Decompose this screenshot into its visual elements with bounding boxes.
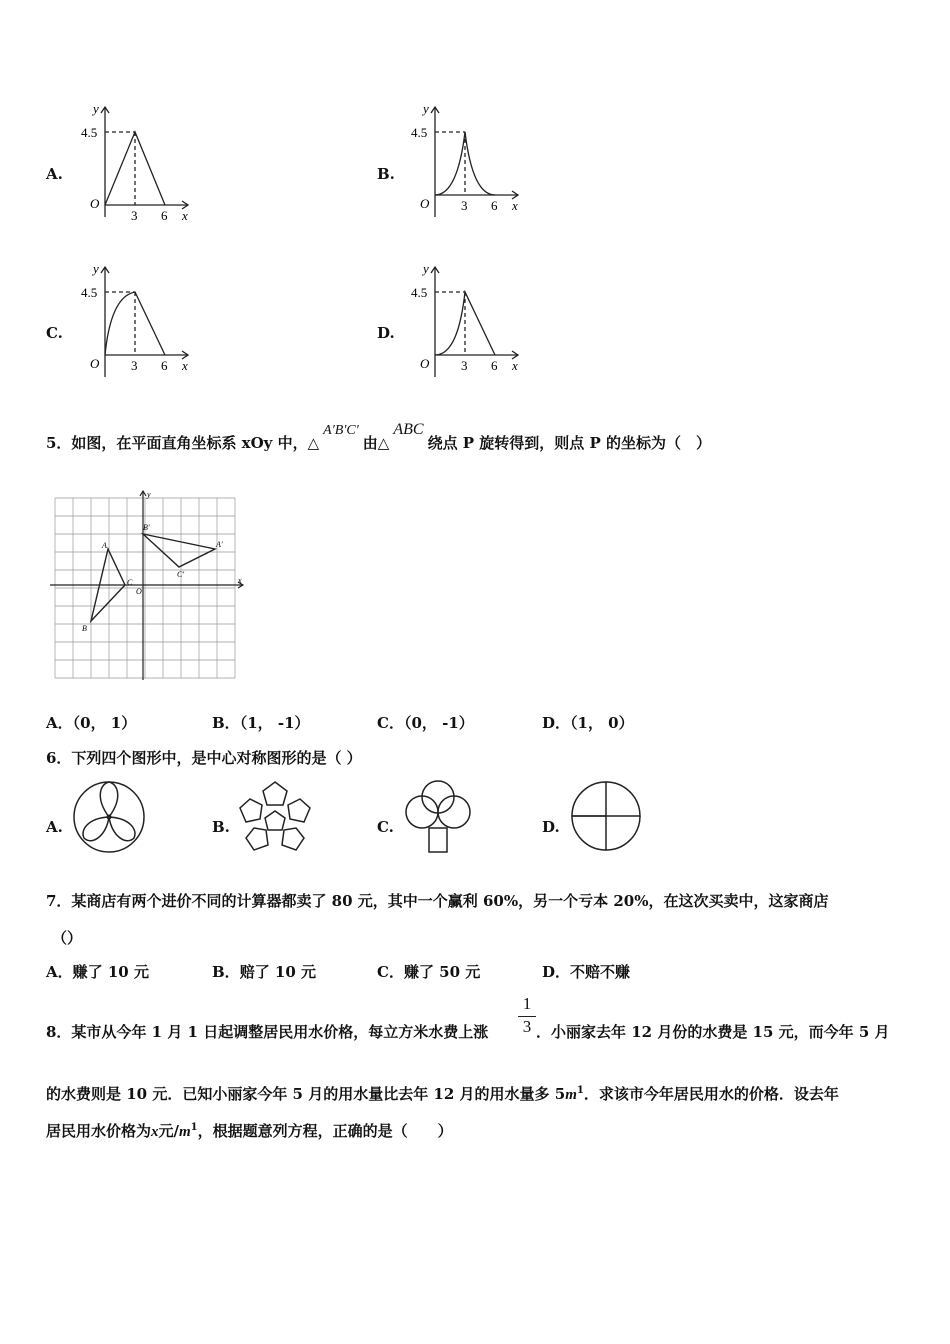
- q7-option-b-label: B．: [212, 963, 240, 981]
- q5-option-c-text: （0， -1）: [403, 714, 474, 732]
- q4-option-d-label[interactable]: D.: [377, 324, 395, 342]
- q4b-y-label: y: [423, 101, 429, 116]
- q5-option-d-text: （1， 0）: [570, 714, 634, 732]
- q7-option-b[interactable]: [212, 961, 316, 982]
- q5-option-c[interactable]: [377, 712, 474, 733]
- q4-option-a-graph: [75, 95, 205, 225]
- q5-suffix: 绕点 P 旋转得到，则点 P 的坐标为（ ）: [427, 434, 712, 452]
- q7-option-a[interactable]: [46, 961, 149, 982]
- q4-option-a-label[interactable]: A.: [46, 165, 63, 183]
- q6-circles-square-icon: [400, 778, 480, 858]
- q5-grid-A: A: [102, 541, 107, 550]
- q4b-tick-3: 3: [461, 198, 468, 213]
- q8-sup2: 1: [190, 1122, 198, 1133]
- q6-option-d-label[interactable]: D.: [542, 818, 560, 836]
- q6-option-b-label[interactable]: B.: [212, 818, 230, 836]
- q4a-ymax-label: 4.5: [81, 125, 98, 140]
- q7-option-c-label: C．: [377, 963, 404, 981]
- q8-line3a: 居民用水价格为: [46, 1122, 152, 1140]
- q8-frac-den: 3: [518, 1016, 536, 1037]
- q8-line3: [46, 1120, 453, 1141]
- q4b-tick-6: 6: [491, 198, 498, 213]
- q5-option-a-label: A．: [46, 714, 73, 732]
- q6-pinwheel-icon: [566, 778, 648, 858]
- q4-option-c-graph: [75, 255, 205, 385]
- q6-option-c-label[interactable]: C.: [377, 818, 394, 836]
- q5-tri2: ABC: [393, 421, 424, 438]
- q4b-ymax-label: 4.5: [411, 125, 428, 140]
- q5-grid-B: B: [82, 624, 87, 633]
- q5-stem: [46, 421, 712, 453]
- q8-line3c: ，根据题意列方程，正确的是（ ）: [197, 1122, 453, 1140]
- q4d-x-label: x: [512, 358, 518, 373]
- q8-unit2: m: [179, 1124, 191, 1140]
- q4b-origin-label: O: [420, 196, 430, 211]
- q4c-origin-label: O: [90, 356, 100, 371]
- q7-option-a-label: A．: [46, 963, 73, 981]
- q5-grid-C: C: [127, 578, 133, 587]
- q4c-y-label: y: [93, 261, 99, 276]
- q4b-x-label: x: [512, 198, 518, 213]
- q6-pentagons-icon: [236, 775, 316, 857]
- q5-grid-A1: A′: [216, 540, 223, 549]
- q5-grid-y: y: [147, 490, 151, 499]
- q6-option-a-label[interactable]: A.: [46, 818, 63, 836]
- q5-grid-o: O: [136, 587, 142, 596]
- q6-circle-petals-icon: [70, 778, 150, 856]
- q4c-tick-3: 3: [131, 358, 138, 373]
- q4-option-b-graph: [405, 95, 535, 225]
- q8-unit: m: [565, 1087, 577, 1103]
- q5-prefix: 5．如图，在平面直角坐标系 xOy 中，△: [46, 434, 320, 452]
- q4a-tick-3: 3: [131, 208, 138, 223]
- q5-option-b[interactable]: [212, 712, 310, 733]
- q7-option-c-text: 赚了 50 元: [403, 963, 481, 981]
- q5-grid-x: x: [238, 576, 242, 585]
- q8-frac-num: 1: [522, 994, 532, 1013]
- q8-line2b: ．求该市今年居民用水的价格．设去年: [583, 1085, 839, 1103]
- q5-option-a-text: （0， 1）: [72, 714, 137, 732]
- q4c-ymax-label: 4.5: [81, 285, 98, 300]
- q4a-y-label: y: [93, 101, 99, 116]
- q4d-ymax-label: 4.5: [411, 285, 428, 300]
- q4d-tick-6: 6: [491, 358, 498, 373]
- q5-option-a[interactable]: [46, 712, 136, 733]
- q7-option-c[interactable]: [377, 961, 480, 982]
- q8-line1a: 8．某市从今年 1 月 1 日起调整居民用水价格，每立方米水费上涨: [46, 1023, 489, 1041]
- q5-tri1: A′B′C′: [323, 423, 359, 438]
- q4c-x-label: x: [182, 358, 188, 373]
- q4a-x-label: x: [182, 208, 188, 223]
- q8-line2a: 的水费则是 10 元．已知小丽家今年 5 月的用水量比去年 12 月的用水量多 5: [46, 1085, 566, 1103]
- q7-option-a-text: 赚了 10 元: [72, 963, 149, 981]
- q4d-tick-3: 3: [461, 358, 468, 373]
- q8-sup: 1: [576, 1085, 584, 1096]
- q4-option-c-label[interactable]: C.: [46, 324, 63, 342]
- q4a-tick-6: 6: [161, 208, 168, 223]
- q4a-origin-label: O: [90, 196, 100, 211]
- q5-option-b-text: （1， -1）: [239, 714, 310, 732]
- q8-line2: [46, 1083, 839, 1104]
- q7-stem: 7．某商店有两个进价不同的计算器都卖了 80 元，其中一个赢利 60%，另一个亏本 20%，在这次买卖中，这家商店: [46, 892, 829, 910]
- q7-option-d[interactable]: [542, 961, 630, 982]
- q5-option-b-label: B．: [212, 714, 240, 732]
- q4d-origin-label: O: [420, 356, 430, 371]
- q4d-y-label: y: [423, 261, 429, 276]
- q8-fraction: [518, 994, 536, 1037]
- q7-paren: （）: [52, 929, 83, 947]
- q4-option-d-graph: [405, 255, 535, 385]
- q4c-tick-6: 6: [161, 358, 168, 373]
- q4-option-b-label[interactable]: B.: [377, 165, 395, 183]
- q7-option-b-text: 赔了 10 元: [239, 963, 317, 981]
- q6-stem: 6．下列四个图形中，是中心对称图形的是（ ）: [46, 749, 362, 767]
- q7-option-d-text: 不赔不赚: [570, 963, 631, 981]
- q7-option-d-label: D．: [542, 963, 571, 981]
- q8-line1b: ．小丽家去年 12 月份的水费是 15 元，而今年 5 月: [536, 1023, 890, 1041]
- q8-line3b: 元/: [158, 1122, 179, 1140]
- q5-grid-B1: B′: [143, 523, 150, 532]
- q5-mid: 由△: [362, 434, 390, 452]
- q5-coordinate-grid: [48, 488, 248, 683]
- q5-option-d-label: D．: [542, 714, 571, 732]
- q5-option-d[interactable]: [542, 712, 634, 733]
- q5-grid-C1: C′: [177, 570, 185, 579]
- q8-var: x: [151, 1124, 159, 1140]
- q5-option-c-label: C．: [377, 714, 404, 732]
